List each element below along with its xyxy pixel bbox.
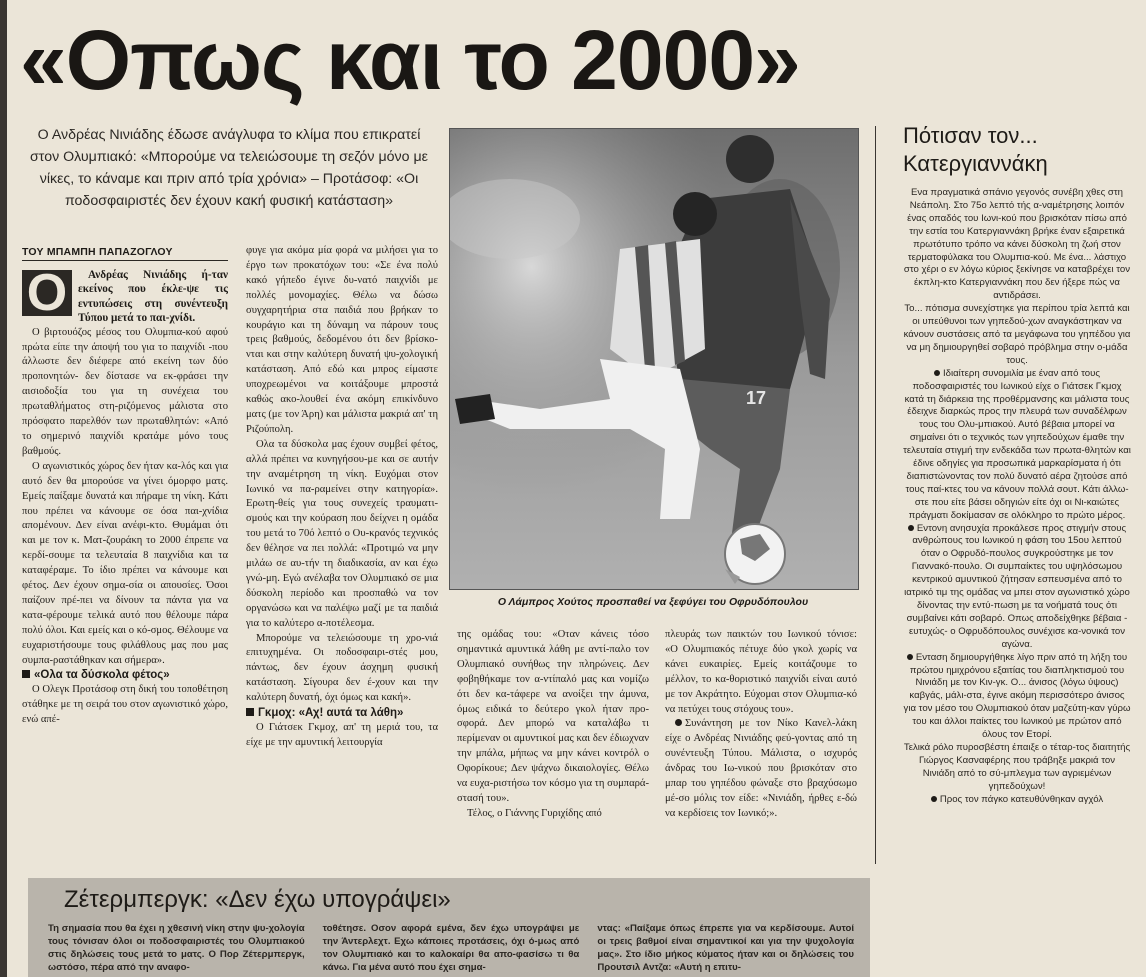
zetterberg-box [28,878,870,977]
sidebar-paragraph: Τελικά ρόλο πυροσβέστη έπαιξε ο τέταρ-τος διαιτητής Γιώργος Κασναφέρης που τράβηξε μακριά τον Νινιάδη από το σύ-μπλεγμα των αγριεμένων γηπεδούχων! [903,741,1131,792]
paragraph: Ο βιρτουόζος μέσος του Ολυμπια-κού αφού πρώτα είπε την άποψή του για το παιχνίδι -που άλλωστε δεν διέφερε από εκείνη των δύο προπονητών- δεν δίστασε να εκ-φράσει την αισιοδοξία του για τη συνέχεια του πρωταθλήματος στη-ριζόμενος μάλιστα στο πρόσφατο παρελθόν των πρωταθλητών: «Από το σημερινό παιχνίδι κρατάμε μόνο τους βαθμούς. [22,326,228,457]
photo-caption: Ο Λάμπρος Χούτος προσπαθεί να ξεφύγει του Οφρυδόπουλου [497,596,809,608]
sidebar-paragraph [903,523,1131,652]
subhead-text: «Ολα τα δύσκολα φέτος» [34,669,170,682]
sidebar-paragraph [903,368,1131,523]
sidebar-paragraph: Ενα πραγματικά σπάνιο γεγονός συνέβη χθες στη Νεάπολη. Στο 75ο λεπτό τής α-ναμέτρησης λοιπόν ένας οπαδός του Ιωνι-κού που βρισκόταν πίσω από την εστία του Κατεργιαννάκη βρήκε έναν εξαιρετικά πρωτότυπο τρόπο να κάνει δύσκολη τη ζωή στον τερματοφύλακα του Ολυμπια-κού. Με ένα... λάστιχο στο χέρι ο εν λόγω κύριος ξεκίνησε να καταβρέχει τον έκπλη-κτο Κατεργιαννάκη που δεν ήξερε πώς να αντιδράσει. [903,187,1131,302]
square-bullet-icon [22,670,30,678]
intro-block [22,268,228,326]
sidebar-paragraph-text: Προς τον πάγκο κατευθύνθηκαν αγχόλ [939,793,1104,805]
subhead-text: Γκμοχ: «Αχ! αυτά τα λάθη» [258,707,404,720]
sidebar-paragraph [903,652,1131,742]
article-column-4 [665,628,857,858]
paragraph: Ο Γιάτσεκ Γκμοχ, απ' τη μεριά του, τα είχε με την αμυντική λειτουργία [246,722,438,748]
byline-rule [22,260,228,261]
box-column: τοθέτησε. Οσον αφορά εμένα, δεν έχω υπογράψει με την Άντερλεχτ. Εχω κάποιες προτάσεις, όχι ό-μως από τον Ολυμπιακό και το καλοκαίρι θα απο-φασίσω τι θα κάνω. Για μένα αυτό που έχει σημα- [322,923,580,973]
page-edge-bar [0,0,7,977]
sidebar-text [903,187,1131,977]
intro-text: Ανδρέας Νινιάδης ή-ταν εκείνος που έκλε-ψε τις εντυπώσεις στη συνέντευξη Τύπου μετά το παι-χνίδι. [78,269,228,325]
sidebar-divider [875,126,876,864]
box-column: ντας: «Παίξαμε όπως έπρεπε για να κερδίσουμε. Αυτοί οι τρεις βαθμοί είναι σημαντικοί και για την ψυχολογία μας». Στο ίδιο μήκος κύματος ήταν και οι δηλώσεις του Προυτσιλ Αντζα: «Αυτή η επιτυ- [597,923,855,973]
shirt-number: 17 [746,388,767,408]
paragraph: Ολα τα δύσκολα μας έχουν συμβεί φέτος, αλλά πρέπει να κυνηγήσου-με και σε αυτήν την αναμέτρηση τη νίκη. Ευχόμαι στον Ιωνικό να πα-ραμείνει στην κατηγορία». Ερωτη-θείς για τους συνεχείς τραυματι-σμούς και την κούραση που δείχνει η ομάδα του μετά το 70ό λεπτό ο Ου-κρανός τεχνικός δεν θέλησε να πει πολλά: «Προτιμώ να μην μιλάω σε αυ-τήν τη διαδικασία, αν και έχω γνώ-μη. Εγώ ανέλαβα τον Ολυμπιακό σε μια δύσκολη περίοδο και προσπαθώ να τον οργανώσω και να παλέψω μαζί με τα παιδιά για το καλύτερο α-ποτέλεσμα. [246,438,438,629]
sidebar-paragraph: Το... πότισμα συνεχίστηκε για περίπου τρία λεπτά και οι υπεύθυνοι των γηπεδού-χων αναγκάστηκαν να κάνουν συστάσεις από τα μεγάφωνα του γηπέδου για να μη δημιουργηθεί σοβαρό πρόβλημα στην ο-μάδα τους. [903,303,1131,366]
article-column-2 [246,244,438,853]
box-columns [48,922,854,974]
sidebar-title: Πότισαν τον... Κατεργιαννάκη [903,123,1048,176]
round-bullet-icon [934,370,940,376]
subhead [246,706,438,721]
round-bullet-icon [908,525,914,531]
sidebar-paragraph-text: Ιδιαίτερη συνομιλία με έναν από τους ποδοσφαιριστές του Ιωνικού είχε ο Γιάτσεκ Γκμοχ κατά τη διάρκεια της προθέρμανσης και μάλιστα τους έδειχνε διαρκώς προς την πλευρά των συναδέλφων τους του Ολυ-μπιακού. Αυτό βέβαια μπορεί να σημαίνει ότι ο τεχνικός των γηπεδούχων έμαθε την τελευταία στιγμή την ενδεκάδα των πρωτα-θλητών και έδινε οδηγίες για προσωπικά μαρκαρίσματα ή ότι διαπιστώνοντας τον πολύ δυνατό αέρα ζητούσε από τους παί-κτες του να κάνουν πολλά σουτ. Κάτι άλλω-στε που είτε βάσει οδηγιών είτε όχι οι Νι-καιώτες πράγματι δοκίμασαν σε ολόκληρο το πρώτο μέρος. [903,367,1131,521]
sidebar-paragraph-text: Εντονη ανησυχία προκάλεσε προς στιγμήν στους ανθρώπους του Ιωνικού η φάση του 15ου λεπτού όταν ο Οφρυδό-πουλος συγκρούστηκε με τον Γιαννακό-πουλο. Οι συμπαίκτες του υψηλόσωμου κεντρικού αμυντικού ζήτησαν εσπευσμένα από το ιατρικό τιμ της ομάδας να μπει στον αγωνιστικό χώρο δίνοντας την εντύ-πωση με τα νοήματά τους ότι συμβαίνει κάτι σοβαρό. Οπως αποδείχθηκε βέβαια - ευτυχώς- ο Οφρυδόπουλος συνέχισε κα-νονικά τον αγώνα. [904,522,1130,650]
paragraph: Τέλος, ο Γιάννης Γυριχίδης από [467,807,602,819]
article-column-3 [457,628,649,858]
paragraph: πλευράς των παικτών του Ιωνικού τόνισε: «Ο Ολυμπιακός πέτυχε δύο γκολ χωρίς να κάνει ευκαιρίες. Εμείς κοιτάζουμε το μέλλον, το κα-θοριστικό παιχνίδι είναι αυτό με τον Ακράτητο. Εύχομαι στον Ολυμπια-κό να πετύχει τους στόχους του». [665,629,857,715]
box-column: Τη σημασία που θα έχει η χθεσινή νίκη στην ψυ-χολογία τους τόνισαν όλοι οι ποδοσφαιριστές του Ολυμπιακού στις δηλώσεις τους μετά το ματς. Ο Πορ Ζέτερμπεργκ, ωστόσο, πέρα από την αναφο- [48,923,305,973]
article-column-1 [22,268,228,853]
subhead [22,668,228,683]
sidebar-paragraph [903,794,1131,807]
paragraph [665,717,857,821]
match-photo [449,128,859,590]
headline: «Οπως και το 2000» [20,13,800,107]
paragraph: Μπορούμε να τελειώσουμε τη χρο-νιά επιτυχημένα. Οι ποδοσφαιρι-στές μου, πάντως, δεν έχουν άσχημη φυσική κατάσταση. Σίγουρα δεν έ-χουν και την καλύτερη δυνατή, όχι όμως και κακή». [246,632,438,704]
paragraph: Ο Ολεγκ Προτάσοφ στη δική του τοποθέτηση στάθηκε με τη σειρά του στον αγωνιστικό χώρο, ενώ απέ- [22,684,228,726]
dropcap: Ο [22,270,72,316]
box-title: Ζέτερμπεργκ: «Δεν έχω υπογράψει» [64,886,451,913]
lead-paragraph: Ο Ανδρέας Νινιάδης έδωσε ανάγλυφα το κλίμα που επικρατεί στον Ολυμπιακό: «Μπορούμε να τελειώσουμε τη σεζόν μόνο με νίκες, το κάναμε και πριν από τρία χρόνια» – Προτάσοφ: «Οι ποδοσφαιριστές δεν έχουν κακή φυσική κατάσταση» [30,127,428,209]
byline: ΤΟΥ ΜΠΑΜΠΗ ΠΑΠΑΖΟΓΛΟΥ [22,246,173,258]
paragraph: φυγε για ακόμα μία φορά να μιλήσει για το έργο των προκατόχων του: «Σε ένα πολύ κακό γήπεδο έγινε δυ-νατό παιχνίδι με πολλές μονομαχίες. Θέλω να δώσω συγχαρητήρια στα παιδιά που βρήκαν το κουράγιο και τη δύναμη να πάρουν τους τρεις βαθμούς, δεδομένου ότι δεν βρίσκο-νται και στην καλύτερη δυνατή ψυ-χολογική κατάσταση. Από εδώ και μπρος είμαστε υποχρεωμένοι να κοιτάξουμε μπροστά καθώς ακο-λουθεί ένα ακόμη επικίνδυνο ματς (με τον Άρη) και μάλιστα μακριά απ' τη Ριζούπολη. [246,245,438,435]
paragraph: Ο αγωνιστικός χώρος δεν ήταν κα-λός και για αυτό δεν θα μπορούσε να γίνει όμορφο ματς. Εμείς παίξαμε δυνατά και πήραμε τη νίκη. Κάτι που πρέπει να κάνουμε σε όσα παι-χνίδια απομένουν. Δεν είναι ανέφι-κτο. Θυμάμαι ότι και με τον κ. Ματ-ζουράκη το 2000 έπρεπε να κερδί-σουμε τα τελευταία 8 παιχνίδια και τα καταφέραμε. Το ίδιο πρέπει να κάνουμε και φέτος. Δεν έχουν σημα-σία οι απουσίες. Όσοι παίζουν πρέ-πει να δίνουν τα πάντα για να κατα-φέρουμε τελικά αυτό που θέλουμε πάρα πολύ όλοι. Και εμείς και ο κό-σμος. Θέλουμε να ευχαριστήσουμε τους φιλάθλους μας που μας συμπα-ραστάθηκαν και σήμερα». [22,460,228,666]
paragraph: της ομάδας του: «Οταν κάνεις τόσο σημαντικά αμυντικά λάθη με αντί-παλο τον Ολυμπιακό συνήθως την πληρώνεις. Δεν φοβηθήκαμε τον α-ντίπαλό μας και νομίζω ότι δεν κα-τάφερε να ανοίξει την άμυνα, όμως ειδικά το δεύτερο γκολ ήταν προ-σφορά. Δεν μπορώ να καταλάβω τι περίμεναν οι αμυντικοί μας και δεν έδιωχναν την μπάλα, μήπως να μην κάνει κοντρόλ ο Οφορίκουε; Δεν ψάχνω δικαιολογίες. Θέλω να ευχα-ριστήσω τον κόσμο για τη συμπαρά-στασή του». [457,629,649,804]
round-bullet-icon [675,719,682,726]
round-bullet-icon [931,796,937,802]
round-bullet-icon [907,654,913,660]
square-bullet-icon [246,708,254,716]
sidebar-paragraph-text: Ενταση δημιουργήθηκε λίγο πριν από τη λήξη του πρώτου ημιχρόνου εξαιτίας του διαπληκτισμού του Νινιάδη με τον Κιν-γκ. Ο... άνισος (λόγω ύψους) καβγάς, μάλι-στα, έγινε ακόμη περισσότερο άνισος για τον μέσο του Ολυμπιακού όταν μαζεύτη-καν γύρω του και άλλοι παίκτες του Ιωνικού με πρώτον από όλους τον Ετορί. [903,651,1131,741]
paragraph-text: Συνάντηση με τον Νίκο Κανελ-λάκη είχε ο Ανδρέας Νινιάδης φεύ-γοντας από τη συνέντευξη Τύπου. Μάλιστα, ο ισχυρός άνδρας του Ιω-νικού που βρισκόταν στο μπαρ του γηπέδου φώναξε στο βραχύσωμο μέ-σο μόλις τον είδε: «Νινιάδη, ήρθες ε-δώ να κερδίσεις τον Ιωνικό;». [665,718,857,819]
players-photo-illustration [450,129,858,589]
